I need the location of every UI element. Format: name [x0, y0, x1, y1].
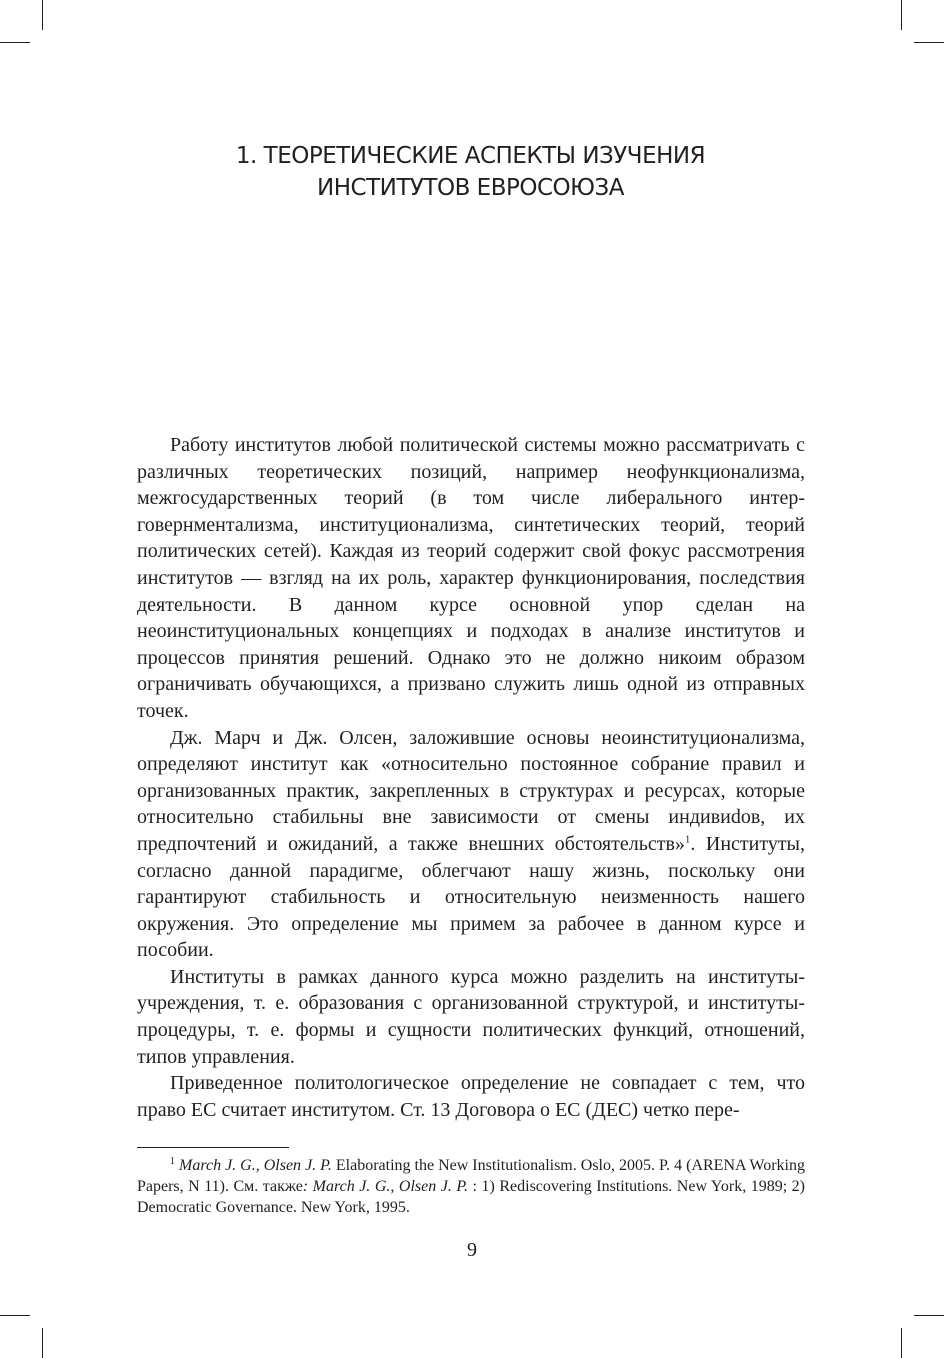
crop-mark-top-left-horizontal — [0, 42, 30, 43]
footnote-paragraph — [137, 1155, 805, 1218]
chapter-title-line-1: 1. ТЕОРЕТИЧЕСКИЕ АСПЕКТЫ ИЗУЧЕНИЯ — [235, 143, 706, 169]
footnote — [137, 1155, 805, 1218]
page-number: 9 — [467, 1239, 477, 1261]
crop-mark-bottom-left-vertical — [42, 1328, 43, 1358]
crop-mark-bottom-left-horizontal — [0, 1315, 30, 1316]
crop-mark-top-right-horizontal — [914, 42, 944, 43]
footnote-reference[interactable]: 1 — [684, 833, 691, 846]
paragraph-with-footnote — [137, 725, 805, 964]
crop-mark-bottom-right-horizontal — [914, 1315, 944, 1316]
paragraph-text-continued: . Институты, согласно данной парадигме, облегчают нашу жизнь, поскольку они гарантируют стабильность и относительную неизменность нашего окружения. Это определение мы примем за рабочее в данном курсе и пособии. — [137, 832, 805, 962]
footnote-authors: March J. G., Olsen J. P. — [179, 1157, 332, 1174]
chapter-title — [136, 140, 805, 204]
crop-mark-top-right-vertical — [901, 0, 902, 30]
crop-mark-top-left-vertical — [42, 0, 43, 30]
footnote-divider — [137, 1147, 289, 1148]
paragraph: Институты в рамках данного курса можно разделить на институты-учреждения, т. е. образования с организованной структурой, и институты-процедуры, т. е. формы и сущности политических функций, отношений, типов управления. — [137, 965, 805, 1068]
paragraph: Работу институтов любой политической системы можно рассматриvать с различных теоретических позиций, например неофункционализма, межгосударственных теорий (в том числе либерального интерговернментализма, институционализма, синтетических теорий, теорий политических сетей). Каждая из теорий содержит свой фокус рассмотрения институтов — взгляд на их роль, характер функционирования, последствия деятельности. В данном курсе основной упор сделан на неоинституциональных концепциях и подходах в анализе институтов и процессов принятия решений. Однако это не должно никоим образом ограничивать обучающихся, а призвано служить лишь одной из отправных точек. — [137, 434, 805, 722]
footnote-number: 1 — [170, 1155, 175, 1167]
body-text — [137, 432, 805, 1123]
footnote-authors-secondary: : March J. G., Olsen J. P. — [302, 1178, 469, 1195]
crop-mark-bottom-right-vertical — [901, 1328, 902, 1358]
paragraph-text: Дж. Марч и Дж. Олсен, заложившие основы неоинституционализма, определяют институт как «относительно постоянное собрание правил и организованных практик, закрепленных в структурах и ресурсах, которые относительно стабильны вне зависимости от смены индивиdов, их предпочтений и ожиданий, а также внешних обстоятельств» — [137, 726, 805, 855]
footnote-citation-secondary: : 1) Rediscovering Institutions. New York, 1989; 2) Democratic Governance. New York, 1995. — [137, 1178, 806, 1216]
footnote-citation: Elaborating the New Institutionalism. Oslo, 2005. P. 4 (ARENA Working Papers, N 11). См. также — [137, 1157, 805, 1195]
chapter-title-line-2: ИНСТИТУТОВ ЕВРОСОЮЗА — [317, 175, 624, 201]
paragraph: Приведенное политологическое определение не совпадает с тем, что право ЕС считает институтом. Ст. 13 Договора о ЕС (ДЕС) четко пере- — [137, 1072, 805, 1121]
